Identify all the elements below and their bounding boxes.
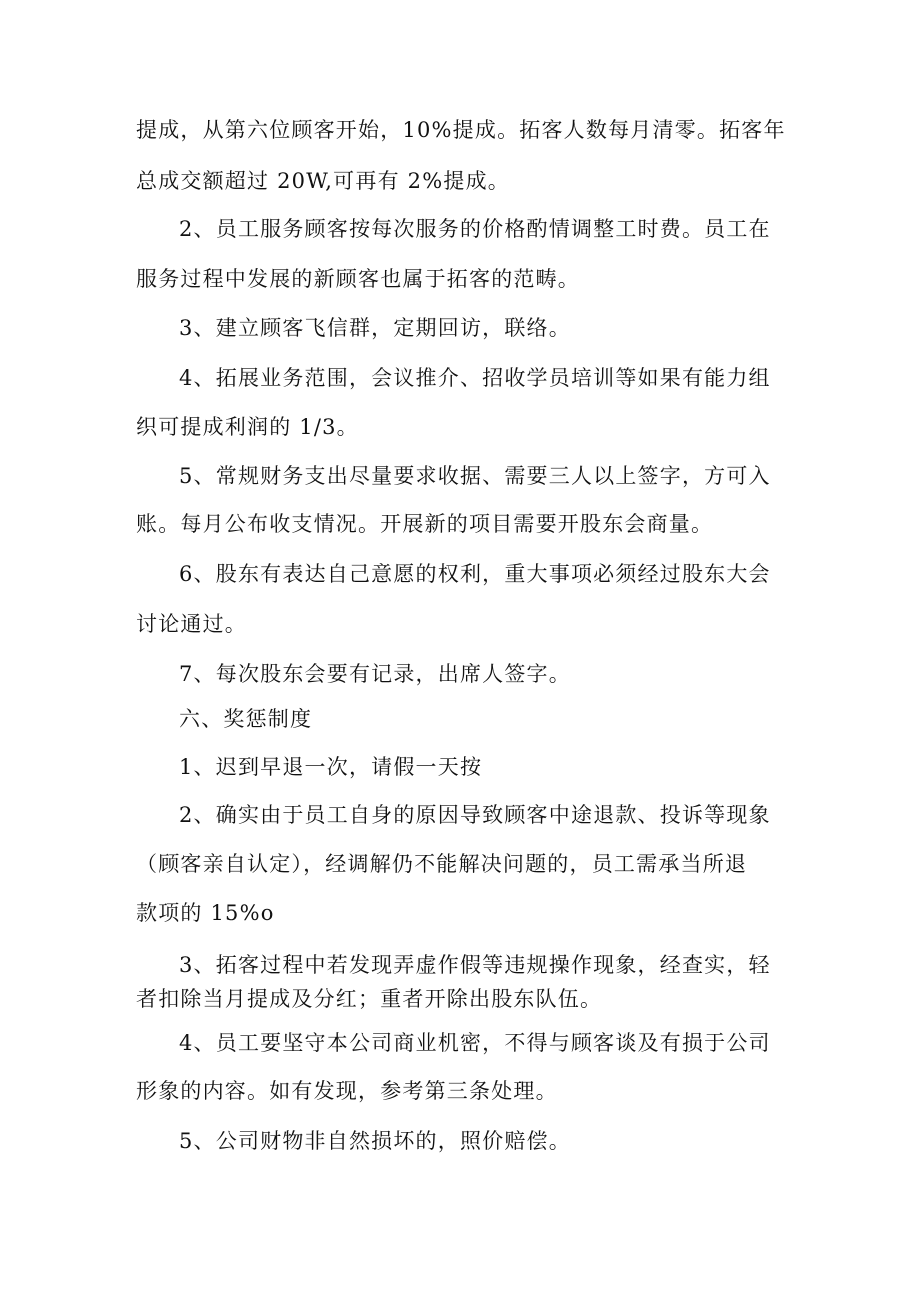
paragraph-line: 3、拓客过程中若发现弄虚作假等违规操作现象，经查实，轻 (179, 953, 771, 977)
paragraph-line: 5、常规财务支出尽量要求收据、需要三人以上签字，方可入 (179, 464, 771, 488)
paragraph-line: 账。每月公布收支情况。开展新的项目需要开股东会商量。 (136, 512, 714, 536)
section-heading: 六、奖惩制度 (179, 707, 313, 731)
paragraph-line: 总成交额超过 20W,可再有 2%提成。 (136, 169, 510, 193)
paragraph-line: 提成，从第六位顾客开始，10%提成。拓客人数每月清零。拓客年 (136, 118, 786, 142)
paragraph-line: （顾客亲自认定），经调解仍不能解决问题的，员工需承当所退 (136, 852, 748, 876)
paragraph-line: 7、每次股东会要有记录，出席人签字。 (179, 662, 571, 686)
paragraph-line: 形象的内容。如有发现，参考第三条处理。 (136, 1079, 558, 1103)
paragraph-line: 4、拓展业务范围，会议推介、招收学员培训等如果有能力组 (179, 366, 771, 390)
paragraph-line: 讨论通过。 (136, 612, 247, 636)
paragraph-line: 4、员工要坚守本公司商业机密，不得与顾客谈及有损于公司 (179, 1031, 771, 1055)
paragraph-line: 服务过程中发展的新顾客也属于拓客的范畴。 (136, 267, 580, 291)
paragraph-line: 5、公司财物非自然损坏的，照价赔偿。 (179, 1129, 571, 1153)
paragraph-line: 者扣除当月提成及分红；重者开除出股东队伍。 (136, 987, 603, 1011)
paragraph-line: 款项的 15%o (136, 901, 275, 925)
paragraph-line: 织可提成利润的 1/3。 (136, 415, 359, 439)
paragraph-line: 2、员工服务顾客按每次服务的价格酌情调整工时费。员工在 (179, 217, 771, 241)
paragraph-line: 1、迟到早退一次，请假一天按 (179, 755, 483, 779)
paragraph-line: 6、股东有表达自己意愿的权利，重大事项必须经过股东大会 (179, 562, 771, 586)
paragraph-line: 2、确实由于员工自身的原因导致顾客中途退款、投诉等现象 (179, 803, 771, 827)
paragraph-line: 3、建立顾客飞信群，定期回访，联络。 (179, 316, 571, 340)
